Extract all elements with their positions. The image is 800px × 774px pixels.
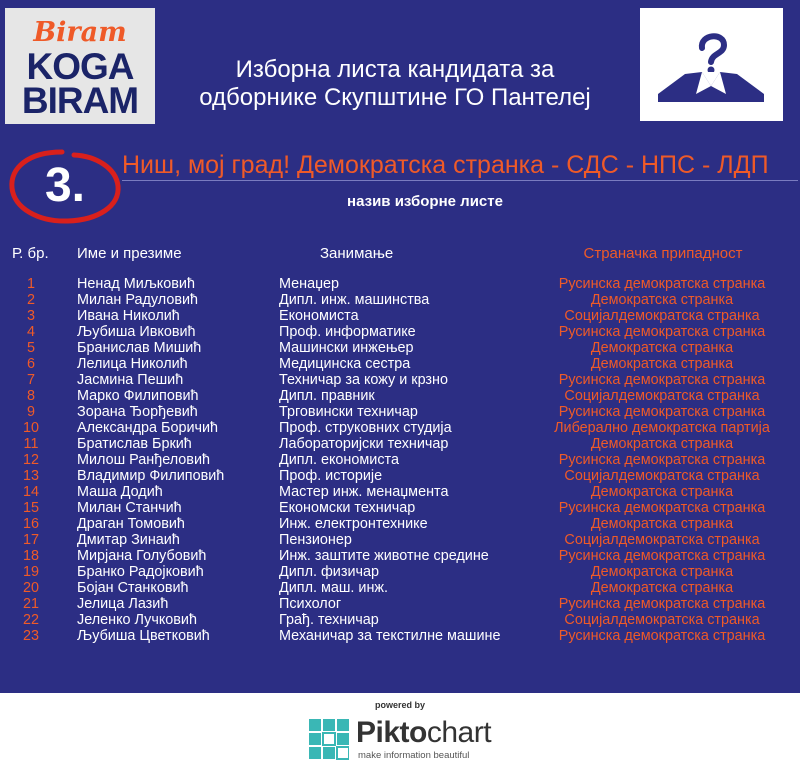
list-caption: назив изборне листе — [347, 193, 503, 210]
candidate-name: Владимир Филиповић — [77, 468, 225, 484]
row-number: 6 — [26, 356, 35, 372]
candidate-table — [0, 276, 800, 644]
candidate-party: Демократска странка — [590, 564, 734, 580]
candidate-name: Ивана Николић — [77, 308, 180, 324]
candidate-party: Русинска демократска странка — [558, 372, 766, 388]
row-number: 18 — [22, 548, 39, 564]
row-number: 20 — [22, 580, 39, 596]
candidate-occupation: Инж. електронтехнике — [279, 516, 428, 532]
biram-koga-biram-logo — [5, 8, 155, 124]
candidate-name: Дмитар Зинаић — [77, 532, 180, 548]
table-row — [0, 340, 800, 356]
piktochart-wordmark[interactable] — [356, 716, 491, 750]
hanger-question-icon — [640, 8, 783, 121]
row-number: 5 — [26, 340, 35, 356]
candidate-party: Русинска демократска странка — [558, 452, 766, 468]
row-number: 13 — [22, 468, 39, 484]
table-row — [0, 324, 800, 340]
candidate-party: Социјалдемократска странка — [564, 612, 760, 628]
candidate-name: Зорана Ђорђевић — [77, 404, 198, 420]
list-name: Ниш, мој град! Демократска странка - СДС - НПС - ЛДП — [122, 151, 769, 179]
candidate-party: Русинска демократска странка — [558, 276, 766, 292]
candidate-name: Љубиша Цветковић — [77, 628, 210, 644]
table-row — [0, 356, 800, 372]
row-number: 4 — [26, 324, 35, 340]
row-number: 8 — [26, 388, 35, 404]
table-row — [0, 580, 800, 596]
candidate-occupation: Дипл. економиста — [279, 452, 399, 468]
candidate-occupation: Механичар за текстилне машине — [279, 628, 501, 644]
row-number: 9 — [26, 404, 35, 420]
candidate-name: Драган Томовић — [77, 516, 185, 532]
candidate-name: Ненад Миљковић — [77, 276, 195, 292]
candidate-name: Јеленко Лучковић — [77, 612, 197, 628]
candidate-occupation: Машински инжењер — [279, 340, 414, 356]
logo-line-1: Biram — [33, 17, 127, 48]
column-header-name: Име и презиме — [77, 245, 182, 262]
list-number: 3. — [44, 159, 86, 212]
powered-by-label: powered by — [374, 700, 425, 710]
brand-chart: chart — [426, 716, 492, 749]
row-number: 14 — [22, 484, 39, 500]
candidate-occupation: Техничар за кожу и крзно — [279, 372, 448, 388]
candidate-party: Демократска странка — [590, 356, 734, 372]
candidate-party: Демократска странка — [590, 484, 734, 500]
table-row — [0, 308, 800, 324]
candidate-name: Милан Станчић — [77, 500, 182, 516]
candidate-occupation: Економиста — [279, 308, 359, 324]
row-number: 17 — [22, 532, 39, 548]
table-row — [0, 516, 800, 532]
table-row — [0, 452, 800, 468]
candidate-party: Демократска странка — [590, 580, 734, 596]
candidate-name: Мирјана Голубовић — [77, 548, 207, 564]
row-number: 19 — [22, 564, 39, 580]
candidate-name: Јасмина Пешић — [77, 372, 184, 388]
table-row — [0, 484, 800, 500]
row-number: 7 — [26, 372, 35, 388]
candidate-party: Русинска демократска странка — [558, 500, 766, 516]
candidate-occupation: Трговински техничар — [279, 404, 418, 420]
candidate-occupation: Дипл. правник — [279, 388, 375, 404]
candidate-name: Александра Боричић — [77, 420, 219, 436]
candidate-occupation: Проф. историје — [279, 468, 383, 484]
table-row — [0, 628, 800, 644]
row-number: 15 — [22, 500, 39, 516]
candidate-occupation: Лабораторијски техничар — [279, 436, 449, 452]
candidate-party: Русинска демократска странка — [558, 548, 766, 564]
piktochart-logo-icon[interactable] — [309, 719, 349, 761]
candidate-party: Демократска странка — [590, 516, 734, 532]
candidate-name: Бранислав Мишић — [77, 340, 202, 356]
candidate-name: Јелица Лазић — [77, 596, 169, 612]
candidate-party: Русинска демократска странка — [558, 404, 766, 420]
candidate-occupation: Мастер инж. менаџмента — [279, 484, 449, 500]
column-header-number: Р. бр. — [12, 245, 49, 262]
row-number: 10 — [22, 420, 39, 436]
candidate-name: Љубиша Ивковић — [77, 324, 196, 340]
row-number: 22 — [22, 612, 39, 628]
table-row — [0, 276, 800, 292]
candidate-occupation: Инж. заштите животне средине — [279, 548, 489, 564]
title-line-1: Изборна листа кандидата за — [235, 56, 555, 83]
candidate-party: Русинска демократска странка — [558, 628, 766, 644]
candidate-party: Социјалдемократска странка — [564, 468, 760, 484]
candidate-name: Маша Додић — [77, 484, 163, 500]
list-number-badge — [4, 148, 126, 228]
row-number: 16 — [22, 516, 39, 532]
page-title — [160, 56, 630, 112]
row-number: 11 — [23, 436, 39, 452]
logo-line-3: BIRAM — [21, 80, 139, 121]
candidate-occupation: Психолог — [279, 596, 342, 612]
row-number: 3 — [26, 308, 35, 324]
row-number: 23 — [22, 628, 39, 644]
candidate-occupation: Дипл. инж. машинства — [279, 292, 430, 308]
candidate-name: Бранко Радојковић — [77, 564, 204, 580]
candidate-occupation: Економски техничар — [279, 500, 416, 516]
table-row — [0, 436, 800, 452]
piktochart-tagline: make information beautiful — [358, 750, 470, 761]
table-row — [0, 564, 800, 580]
logo-line-2: KOGA — [26, 46, 134, 87]
candidate-occupation: Проф. информатике — [279, 324, 416, 340]
table-row — [0, 388, 800, 404]
candidate-party: Социјалдемократска странка — [564, 388, 760, 404]
table-row — [0, 532, 800, 548]
column-header-occupation: Занимање — [320, 245, 394, 262]
candidate-party: Демократска странка — [590, 436, 734, 452]
candidate-party: Демократска странка — [590, 340, 734, 356]
table-row — [0, 612, 800, 628]
candidate-occupation: Проф. струковних студија — [279, 420, 452, 436]
candidate-name: Бојан Станковић — [77, 580, 189, 596]
candidate-name: Лелица Николић — [77, 356, 188, 372]
candidate-party: Русинска демократска странка — [558, 324, 766, 340]
candidate-occupation: Пензионер — [279, 532, 352, 548]
table-row — [0, 548, 800, 564]
row-number: 21 — [22, 596, 39, 612]
candidate-party: Социјалдемократска странка — [564, 532, 760, 548]
candidate-occupation: Грађ. техничар — [279, 612, 379, 628]
candidate-name: Милош Ранђеловић — [77, 452, 210, 468]
brand-pikto: Pikto — [356, 716, 427, 749]
table-row — [0, 404, 800, 420]
table-row — [0, 596, 800, 612]
table-row — [0, 500, 800, 516]
candidate-occupation: Медицинска сестра — [279, 356, 411, 372]
candidate-party: Русинска демократска странка — [558, 596, 766, 612]
table-row — [0, 468, 800, 484]
candidate-name: Милан Радуловић — [77, 292, 199, 308]
candidate-occupation: Менаџер — [279, 276, 340, 292]
list-name-underline — [122, 180, 798, 181]
row-number: 12 — [22, 452, 39, 468]
candidate-occupation: Дипл. физичар — [279, 564, 379, 580]
candidate-party: Социјалдемократска странка — [564, 308, 760, 324]
candidate-occupation: Дипл. маш. инж. — [279, 580, 389, 596]
candidate-name: Марко Филиповић — [77, 388, 199, 404]
row-number: 1 — [26, 276, 35, 292]
candidate-party: Демократска странка — [590, 292, 734, 308]
table-row — [0, 372, 800, 388]
candidate-name: Братислав Бркић — [77, 436, 192, 452]
title-line-2: одборнике Скупштине ГО Пантелеј — [199, 84, 591, 111]
table-row — [0, 292, 800, 308]
row-number: 2 — [26, 292, 35, 308]
column-header-party: Страначка припадност — [583, 245, 743, 262]
table-row — [0, 420, 800, 436]
candidate-party: Либерално демократска партија — [554, 420, 770, 436]
